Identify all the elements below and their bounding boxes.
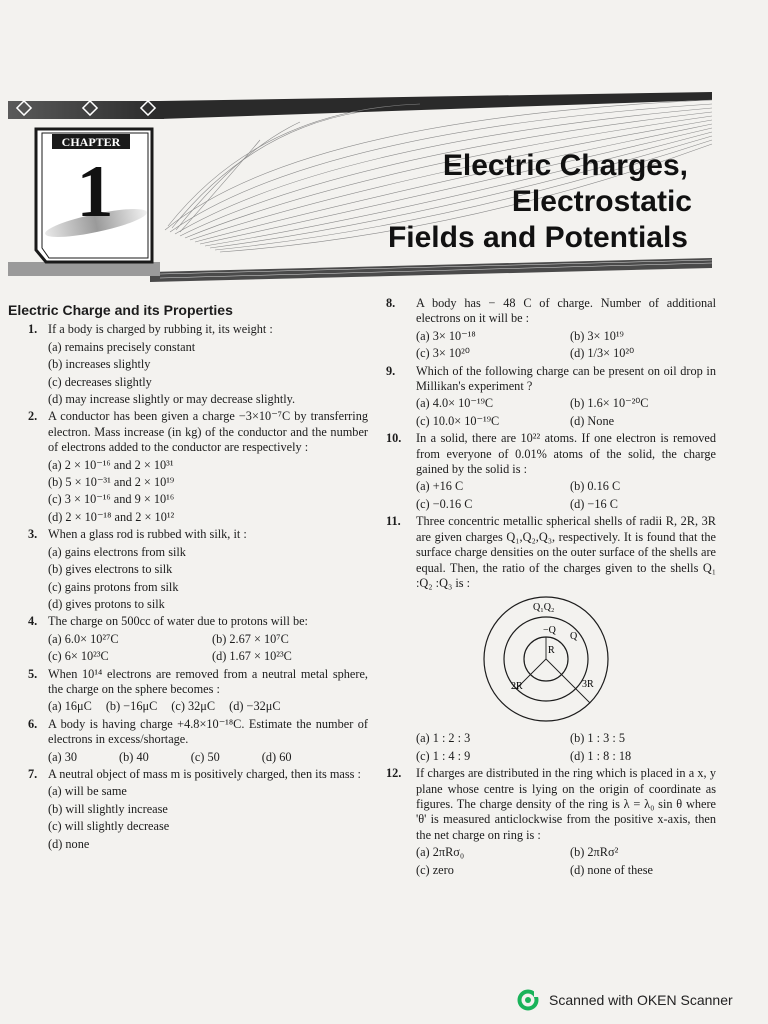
question-number: 8. (386, 296, 396, 310)
question-text: When a glass rod is rubbed with silk, it : (48, 527, 247, 542)
option-a: (a) 3× 10⁻¹⁸ (416, 328, 476, 343)
left-column (6, 302, 368, 854)
option-d: (d) may increase slightly or may decrease slightly. (48, 392, 296, 407)
question-2 (6, 409, 368, 525)
question-6 (6, 717, 368, 765)
question-number: 4. (28, 614, 38, 629)
option-b: (b) 3× 10¹⁹ (570, 328, 624, 343)
question-text: A conductor has been given a charge −3×10⁻⁷C by transferring electron. Mass increase (in kg) of the conductor and the number of electrons added to the conductor are respectively : (48, 409, 368, 455)
option-c: (c) −0.16 C (416, 496, 473, 511)
question-text: A body is having charge +4.8×10⁻¹⁸C. Estimate the number of electrons in excess/shortage. (48, 716, 368, 747)
question-text: The charge on 500cc of water due to protons will be: (48, 614, 308, 629)
chapter-label: CHAPTER (61, 135, 121, 149)
question-11 (386, 514, 716, 764)
label-2r: 2R (511, 681, 523, 693)
option-d: (d) None (570, 413, 615, 428)
option-b: (b) 0.16 C (570, 479, 621, 494)
question-5 (6, 667, 368, 715)
label-q: Q (570, 631, 578, 643)
title-line-3: Fields and Potentials (387, 221, 688, 254)
question-number: 6. (28, 716, 38, 731)
option-d: (d) none of these (570, 862, 653, 877)
question-number: 2. (28, 409, 38, 424)
option-c: (c) will slightly decrease (48, 819, 170, 834)
option-c: (c) 3× 10²⁰ (416, 346, 470, 361)
option-b: (b) 40 (119, 749, 149, 764)
question-number: 5. (28, 666, 38, 681)
option-c: (c) 1 : 4 : 9 (416, 748, 471, 763)
option-c: (c) 3 × 10⁻¹⁶ and 9 × 10¹⁶ (48, 492, 175, 507)
option-c: (c) 32μC (171, 699, 216, 714)
option-a: (a) 6.0× 10²⁷C (48, 631, 119, 646)
concentric-shells-figure (471, 593, 621, 725)
option-b: (b) will slightly increase (48, 801, 168, 816)
option-c: (c) decreases slightly (48, 374, 152, 389)
option-c: (c) 10.0× 10⁻¹⁹C (416, 413, 500, 428)
option-d: (d) 1.67 × 10²³C (212, 649, 292, 664)
option-d: (d) −16 C (570, 496, 618, 511)
option-c: (c) 50 (190, 749, 220, 764)
chapter-title (0, 148, 692, 256)
question-text: When 10¹⁴ electrons are removed from a neutral metal sphere, the charge on the sphere becomes : (48, 666, 368, 696)
question-7 (6, 767, 368, 852)
right-column (386, 296, 716, 880)
question-3 (6, 527, 368, 612)
question-text: If charges are distributed in the ring which is placed in a x, y plane whose centre is lying on the origin of coordinate as figures. The charge density of the ring is λ = λ₀ sin θ where 'θ' is measured anticlockwise from the positive x-axis, then the net charge on ring is : (416, 766, 716, 842)
option-b: (b) 1.6× 10⁻²⁰C (570, 396, 649, 411)
oken-scanner-logo-icon (517, 989, 541, 1011)
option-a: (a) 2 × 10⁻¹⁶ and 2 × 10³¹ (48, 457, 174, 472)
scanner-watermark (517, 989, 733, 1011)
option-d: (d) 60 (261, 749, 292, 764)
question-number: 9. (386, 363, 396, 378)
option-d: (d) 2 × 10⁻¹⁸ and 2 × 10¹² (48, 509, 175, 524)
title-line-1: Electric Charges, (442, 149, 688, 182)
option-a: (a) 2πRσ₀ (416, 845, 465, 860)
option-a: (a) 1 : 2 : 3 (416, 731, 471, 746)
option-d: (d) −32μC (229, 699, 281, 714)
question-text: A body has − 48 C of charge. Number of additional electrons on it will be : (416, 296, 716, 326)
question-text: A neutral object of mass m is positively charged, then its mass : (48, 766, 361, 781)
option-d: (d) 1/3× 10²⁰ (570, 346, 635, 361)
section-title: Electric Charge and its Properties (8, 302, 233, 318)
label-3r: 3R (582, 679, 594, 691)
question-number: 10. (386, 431, 402, 446)
title-line-2: Electrostatic (511, 185, 692, 218)
question-10 (386, 431, 716, 512)
option-b: (b) 2πRσ² (570, 845, 619, 860)
question-number: 3. (28, 527, 38, 542)
option-c: (c) 6× 10²³C (48, 649, 109, 664)
option-a: (a) will be same (48, 784, 127, 799)
option-b: (b) 1 : 3 : 5 (570, 731, 625, 746)
option-b: (b) gives electrons to silk (48, 562, 173, 577)
question-8 (386, 296, 716, 362)
chapter-number: 1 (76, 151, 114, 233)
option-a: (a) 30 (48, 749, 78, 764)
question-number: 1. (28, 322, 38, 337)
option-c: (c) zero (416, 862, 454, 877)
question-number: 11. (386, 514, 401, 529)
question-12 (386, 766, 716, 878)
question-text: In a solid, there are 10²² atoms. If one electron is removed from everyone of 0.01% atoms of the solid, the charge gained by the solid is : (416, 431, 716, 477)
label-r: R (548, 645, 555, 657)
scanner-watermark-text: Scanned with OKEN Scanner (549, 992, 733, 1008)
option-c: (c) gains protons from silk (48, 579, 179, 594)
question-text: Three concentric metallic spherical shells of radii R, 2R, 3R are given charges Q₁,Q₂,Q₃, respectively. It is found that the surface charge densities on the outer surface of the shells are equal. Then, the ratio of the charges given to the shells Q₁ :Q₂ :Q₃ is : (416, 514, 716, 590)
option-a: (a) gains electrons from silk (48, 544, 186, 559)
option-d: (d) none (48, 836, 90, 851)
option-b: (b) 2.67 × 10⁷C (212, 631, 289, 646)
label-minus-q: −Q (543, 625, 556, 637)
option-a: (a) 4.0× 10⁻¹⁹C (416, 396, 494, 411)
question-number: 7. (28, 766, 38, 781)
question-text: If a body is charged by rubbing it, its weight : (48, 322, 273, 337)
option-d: (d) gives protons to silk (48, 596, 165, 611)
option-a: (a) remains precisely constant (48, 339, 196, 354)
question-number: 12. (386, 766, 402, 781)
option-a: (a) +16 C (416, 479, 464, 494)
question-4 (6, 614, 368, 664)
option-b: (b) −16μC (105, 699, 158, 714)
label-q1q2: Q₁Q₂ (533, 602, 555, 614)
option-b: (b) increases slightly (48, 357, 151, 372)
question-9 (386, 364, 716, 430)
question-1 (6, 322, 368, 407)
question-text: Which of the following charge can be present on oil drop in Millikan's experiment ? (416, 363, 716, 394)
option-d: (d) 1 : 8 : 18 (570, 748, 632, 763)
option-b: (b) 5 × 10⁻³¹ and 2 × 10¹⁹ (48, 475, 175, 490)
option-a: (a) 16μC (48, 699, 92, 714)
